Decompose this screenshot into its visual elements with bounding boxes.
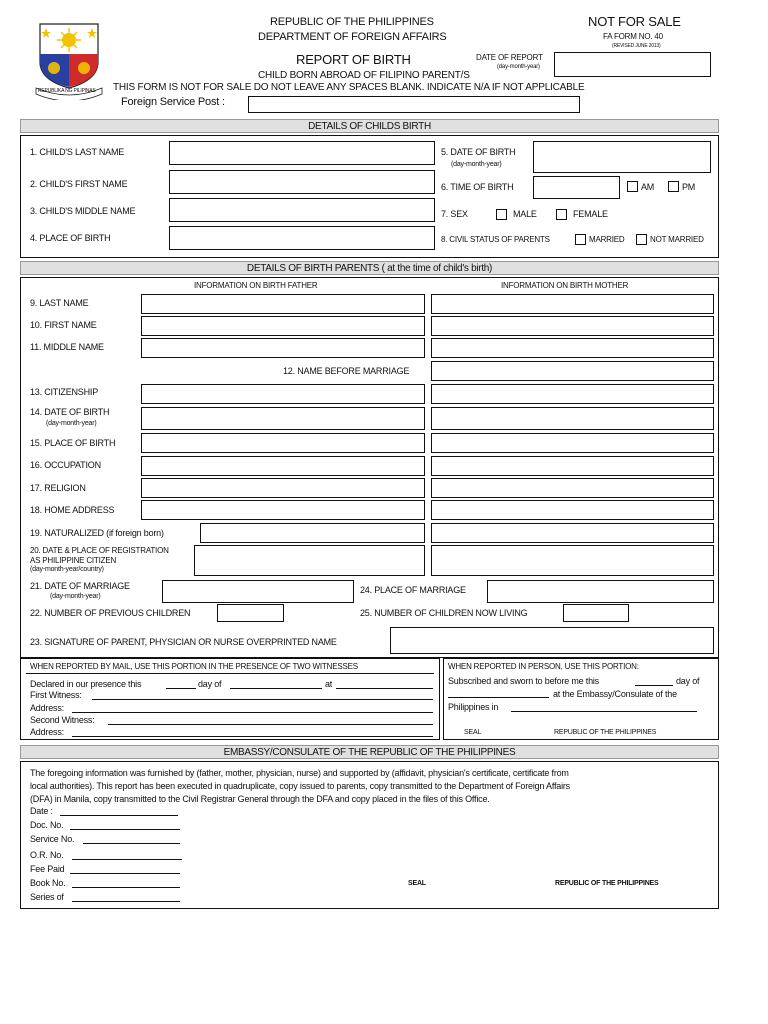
doc-no-field[interactable] [70, 829, 180, 830]
second-witness-label: Second Witness: [30, 715, 95, 725]
child-date-of-birth-label: 5. DATE OF BIRTH [441, 147, 516, 157]
not-married-checkbox[interactable] [636, 234, 647, 245]
father-occupation-field[interactable] [141, 456, 425, 476]
warning-text: THIS FORM IS NOT FOR SALE DO NOT LEAVE ANY SPACES BLANK. INDICATE N/A IF NOT APPLICABLE [113, 82, 585, 93]
declared-text: Declared in our presence this [30, 679, 142, 689]
service-no-label: Service No. [30, 834, 75, 844]
female-label: FEMALE [573, 209, 608, 219]
religion-label: 17. RELIGION [30, 483, 86, 493]
declared-day-field[interactable] [166, 688, 196, 689]
mother-citizenship-field[interactable] [431, 384, 714, 404]
fee-paid-field[interactable] [70, 873, 180, 874]
second-witness-address-field[interactable] [72, 736, 433, 737]
child-place-of-birth-field[interactable] [169, 226, 435, 250]
second-witness-address-label: Address: [30, 727, 64, 737]
am-label: AM [641, 182, 655, 192]
revised-date: (REVISED JUNE 2013) [612, 43, 661, 49]
embassy-paragraph-line3: (DFA) in Manila, copy transmitted to the Civil Registrar General through the DFA and copy placed in the files of this Office. [30, 794, 490, 804]
place-of-marriage-label: 24. PLACE OF MARRIAGE [360, 585, 466, 595]
father-column-header: INFORMATION ON BIRTH FATHER [194, 281, 318, 290]
child-date-of-birth-format: (day-month-year) [451, 161, 502, 168]
date-of-marriage-field[interactable] [162, 580, 354, 603]
previous-children-field[interactable] [217, 604, 284, 622]
mother-religion-field[interactable] [431, 478, 714, 498]
female-checkbox[interactable] [556, 209, 567, 220]
registration-label-line2: AS PHILIPPINE CITIZEN [30, 556, 117, 565]
father-middle-name-field[interactable] [141, 338, 425, 358]
first-witness-field[interactable] [92, 699, 433, 700]
subscribed-text: Subscribed and sworn to before me this [448, 676, 599, 686]
child-middle-name-field[interactable] [169, 198, 435, 222]
date-of-report-label: DATE OF REPORT [476, 53, 543, 62]
father-home-address-field[interactable] [141, 500, 425, 520]
not-married-label: NOT MARRIED [650, 235, 704, 244]
foreign-service-post-label: Foreign Service Post : [121, 96, 225, 108]
series-of-label: Series of [30, 892, 64, 902]
book-no-field[interactable] [72, 887, 180, 888]
section-parents-title: DETAILS OF BIRTH PARENTS ( at the time of child's birth) [20, 261, 719, 275]
name-before-marriage-label: 12. NAME BEFORE MARRIAGE [283, 366, 410, 376]
child-time-of-birth-field[interactable] [533, 176, 620, 199]
date-of-report-format: (day-month-year) [497, 64, 540, 70]
book-no-label: Book No. [30, 878, 66, 888]
citizenship-label: 13. CITIZENSHIP [30, 387, 99, 397]
declared-place-field[interactable] [336, 688, 433, 689]
child-time-of-birth-label: 6. TIME OF BIRTH [441, 182, 514, 192]
embassy-seal-label: SEAL [408, 880, 426, 887]
not-for-sale-label: NOT FOR SALE [588, 14, 681, 29]
first-witness-label: First Witness: [30, 690, 82, 700]
occupation-label: 16. OCCUPATION [30, 460, 101, 470]
father-first-name-field[interactable] [141, 316, 425, 336]
mother-column-header: INFORMATION ON BIRTH MOTHER [501, 281, 629, 290]
child-first-name-label: 2. CHILD'S FIRST NAME [30, 179, 128, 189]
civil-status-label: 8. CIVIL STATUS OF PARENTS [441, 235, 550, 244]
subscribed-month-field[interactable] [448, 697, 549, 698]
person-day-of-text: day of [676, 676, 700, 686]
place-of-marriage-field[interactable] [487, 580, 714, 603]
pm-label: PM [682, 182, 696, 192]
mother-registration-field[interactable] [431, 545, 714, 576]
parent-last-name-label: 9. LAST NAME [30, 298, 89, 308]
republic-heading: REPUBLIC OF THE PHILIPPINES [270, 16, 434, 28]
parent-first-name-label: 10. FIRST NAME [30, 320, 97, 330]
child-place-of-birth-label: 4. PLACE OF BIRTH [30, 233, 111, 243]
embassy-date-field[interactable] [60, 815, 178, 816]
date-of-marriage-format: (day-month-year) [50, 593, 101, 600]
first-witness-address-field[interactable] [72, 712, 433, 713]
married-label: MARRIED [589, 235, 625, 244]
mail-heading: WHEN REPORTED BY MAIL, USE THIS PORTION IN THE PRESENCE OF TWO WITNESSES [30, 662, 358, 671]
children-living-label: 25. NUMBER OF CHILDREN NOW LIVING [360, 608, 528, 618]
mail-at-text: at [325, 679, 333, 689]
subscribed-day-field[interactable] [635, 685, 673, 686]
naturalized-label: 19. NATURALIZED (if foreign born) [30, 528, 164, 538]
page-title: REPORT OF BIRTH [296, 52, 411, 67]
child-date-of-birth-field[interactable] [533, 141, 711, 173]
second-witness-field[interactable] [108, 724, 433, 725]
date-of-report-field[interactable] [554, 52, 711, 77]
seal-banner-text: REPUBLIKA NG PILIPINAS [38, 88, 96, 94]
or-no-label: O.R. No. [30, 850, 64, 860]
embassy-republic-label: REPUBLIC OF THE PHILIPPINES [555, 880, 659, 887]
signature-field[interactable] [390, 627, 714, 654]
embassy-date-label: Date : [30, 806, 53, 816]
philippines-in-text: Philippines in [448, 702, 499, 712]
father-naturalized-field[interactable] [200, 523, 425, 543]
philippine-seal [32, 18, 106, 100]
embassy-paragraph-line1: The foregoing information was furnished by (father, mother, physician, nurse) and supported by (affidavit, physician's certificate, certificate from [30, 768, 569, 778]
mother-last-name-field[interactable] [431, 294, 714, 314]
home-address-label: 18. HOME ADDRESS [30, 505, 115, 515]
at-embassy-text: at the Embassy/Consulate of the [553, 689, 677, 699]
child-last-name-label: 1. CHILD'S LAST NAME [30, 147, 125, 157]
or-no-field[interactable] [72, 859, 182, 860]
person-seal-label: SEAL [464, 729, 482, 736]
mother-place-of-birth-field[interactable] [431, 433, 714, 453]
am-checkbox[interactable] [627, 181, 638, 192]
mother-name-before-marriage-field[interactable] [431, 361, 714, 381]
married-checkbox[interactable] [575, 234, 586, 245]
section-embassy-title: EMBASSY/CONSULATE OF THE REPUBLIC OF THE PHILIPPINES [20, 745, 719, 759]
child-first-name-field[interactable] [169, 170, 435, 194]
parent-middle-name-label: 11. MIDDLE NAME [30, 342, 104, 352]
registration-label-line1: 20. DATE & PLACE OF REGISTRATION [30, 546, 169, 555]
pm-checkbox[interactable] [668, 181, 679, 192]
section-child-title: DETAILS OF CHILDS BIRTH [20, 119, 719, 133]
mail-day-of-text: day of [198, 679, 222, 689]
date-of-marriage-label: 21. DATE OF MARRIAGE [30, 581, 130, 591]
mother-middle-name-field[interactable] [431, 338, 714, 358]
mother-occupation-field[interactable] [431, 456, 714, 476]
children-living-field[interactable] [563, 604, 629, 622]
father-religion-field[interactable] [141, 478, 425, 498]
previous-children-label: 22. NUMBER OF PREVIOUS CHILDREN [30, 608, 191, 618]
parent-place-of-birth-label: 15. PLACE OF BIRTH [30, 438, 116, 448]
father-citizenship-field[interactable] [141, 384, 425, 404]
person-republic-label: REPUBLIC OF THE PHILIPPINES [554, 729, 657, 736]
mother-date-of-birth-field[interactable] [431, 407, 714, 430]
parent-date-of-birth-format: (day-month-year) [46, 420, 97, 427]
declared-month-field[interactable] [230, 688, 322, 689]
father-date-of-birth-field[interactable] [141, 407, 425, 430]
doc-no-label: Doc. No. [30, 820, 64, 830]
mail-heading-rule [26, 673, 434, 674]
form-number: FA FORM NO. 40 [603, 32, 663, 41]
embassy-paragraph-line2: local authorities). This report has been executed in quadruplicate, copy issued to parents, copy transmitted to the Department of Foreign Affairs [30, 781, 570, 791]
philippines-in-field[interactable] [511, 711, 697, 712]
mother-naturalized-field[interactable] [431, 523, 714, 543]
child-middle-name-label: 3. CHILD'S MIDDLE NAME [30, 206, 136, 216]
series-of-field[interactable] [72, 901, 180, 902]
father-registration-field[interactable] [194, 545, 425, 576]
male-label: MALE [513, 209, 537, 219]
father-last-name-field[interactable] [141, 294, 425, 314]
parent-date-of-birth-label: 14. DATE OF BIRTH [30, 407, 110, 417]
form-subtitle: CHILD BORN ABROAD OF FILIPINO PARENT/S [258, 70, 470, 81]
male-checkbox[interactable] [496, 209, 507, 220]
child-sex-label: 7. SEX [441, 209, 468, 219]
registration-format: (day-month-year/country) [30, 566, 104, 573]
person-heading: WHEN REPORTED IN PERSON, USE THIS PORTION: [448, 662, 639, 671]
department-heading: DEPARTMENT OF FOREIGN AFFAIRS [258, 31, 447, 43]
father-place-of-birth-field[interactable] [141, 433, 425, 453]
child-last-name-field[interactable] [169, 141, 435, 165]
foreign-service-post-field[interactable] [248, 96, 580, 113]
fee-paid-label: Fee Paid [30, 864, 65, 874]
mother-home-address-field[interactable] [431, 500, 714, 520]
mother-first-name-field[interactable] [431, 316, 714, 336]
service-no-field[interactable] [83, 843, 180, 844]
first-witness-address-label: Address: [30, 703, 64, 713]
signature-label: 23. SIGNATURE OF PARENT, PHYSICIAN OR NURSE OVERPRINTED NAME [30, 637, 337, 647]
